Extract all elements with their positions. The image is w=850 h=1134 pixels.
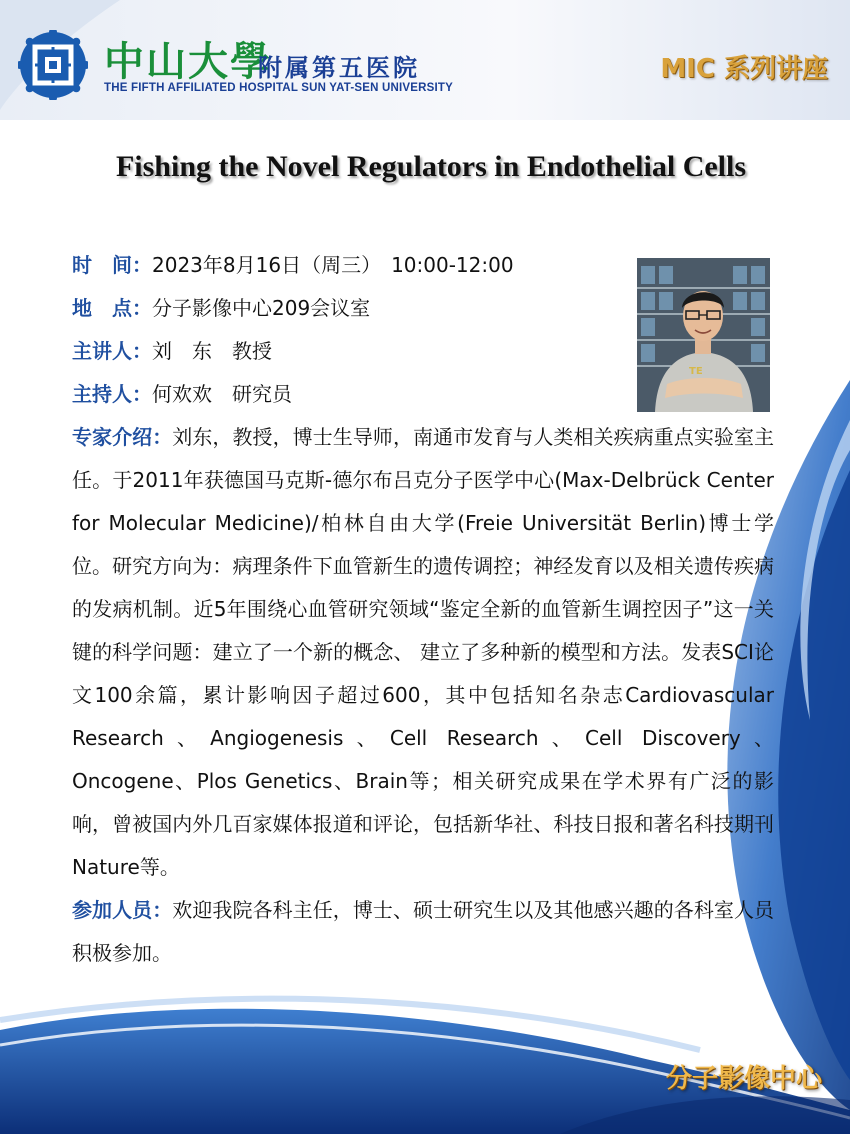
bio-text: 刘东，教授，博士生导师，南通市发育与人类相关疾病重点实验室主任。于2011年获德国马克斯-德尔布吕克分子医学中心(Max-Delbrück Center for Molecular Medicine)/柏林自由大学(Freie Universität Berlin)博士学位。研究方向为：病理条件下血管新生的遗传调控；神经发育以及相关遗传疾病的发病机制。近5年围绕心血管研究领域“鉴定全新的血管新生调控因子”这一关键的科学问题：建立了一个新的概念、 建立了多种新的模型和方法。发表SCI论文100余篇，累计影响因子超过600，其中包括知名杂志Cardiovascular Research、Angiogenesis、Cell Research、Cell Discovery、Oncogene、Plos Genetics、Brain等；相关研究成果在学术界有广泛的影响，曾被国内外几百家媒体报道和评论，包括新华社、科技日报和著名科技期刊Nature等。 [72, 425, 775, 879]
place-label: 地 点： [72, 296, 152, 320]
attendees-text: 欢迎我院各科主任，博士、硕士研究生以及其他感兴趣的各科室人员积极参加。 [72, 898, 775, 965]
speaker-bio [72, 416, 774, 889]
host-row [72, 373, 774, 416]
hospital-name-en: THE FIFTH AFFILIATED HOSPITAL SUN YAT-SEN UNIVERSITY [104, 82, 454, 94]
host-label: 主持人： [72, 382, 152, 406]
time-label: 时 间： [72, 253, 152, 277]
lecture-series-title: MIC 系列讲座 [660, 54, 828, 84]
lecture-title: Fishing the Novel Regulators in Endothelial Cells [115, 150, 747, 183]
host-value: 何欢欢 研究员 [152, 382, 292, 406]
svg-text:TE: TE [689, 366, 703, 377]
header [0, 0, 850, 110]
hospital-name-cn: 附属第五医院 [258, 54, 420, 82]
lecture-info [72, 244, 774, 975]
hospital-logo-icon [18, 30, 88, 100]
place-value: 分子影像中心209会议室 [152, 296, 371, 320]
speaker-value: 刘 东 教授 [152, 339, 272, 363]
attendees [72, 889, 774, 975]
place-row [72, 287, 774, 330]
organizer-name: 分子影像中心 [665, 1064, 822, 1094]
speaker-row [72, 330, 774, 373]
time-value: 2023年8月16日（周三） 10:00-12:00 [152, 253, 514, 277]
speaker-label: 主讲人： [72, 339, 152, 363]
bio-label: 专家介绍： [72, 425, 173, 449]
time-row [72, 244, 774, 287]
attendees-label: 参加人员： [72, 898, 173, 922]
university-name-cn: 中山大學 [104, 38, 272, 85]
